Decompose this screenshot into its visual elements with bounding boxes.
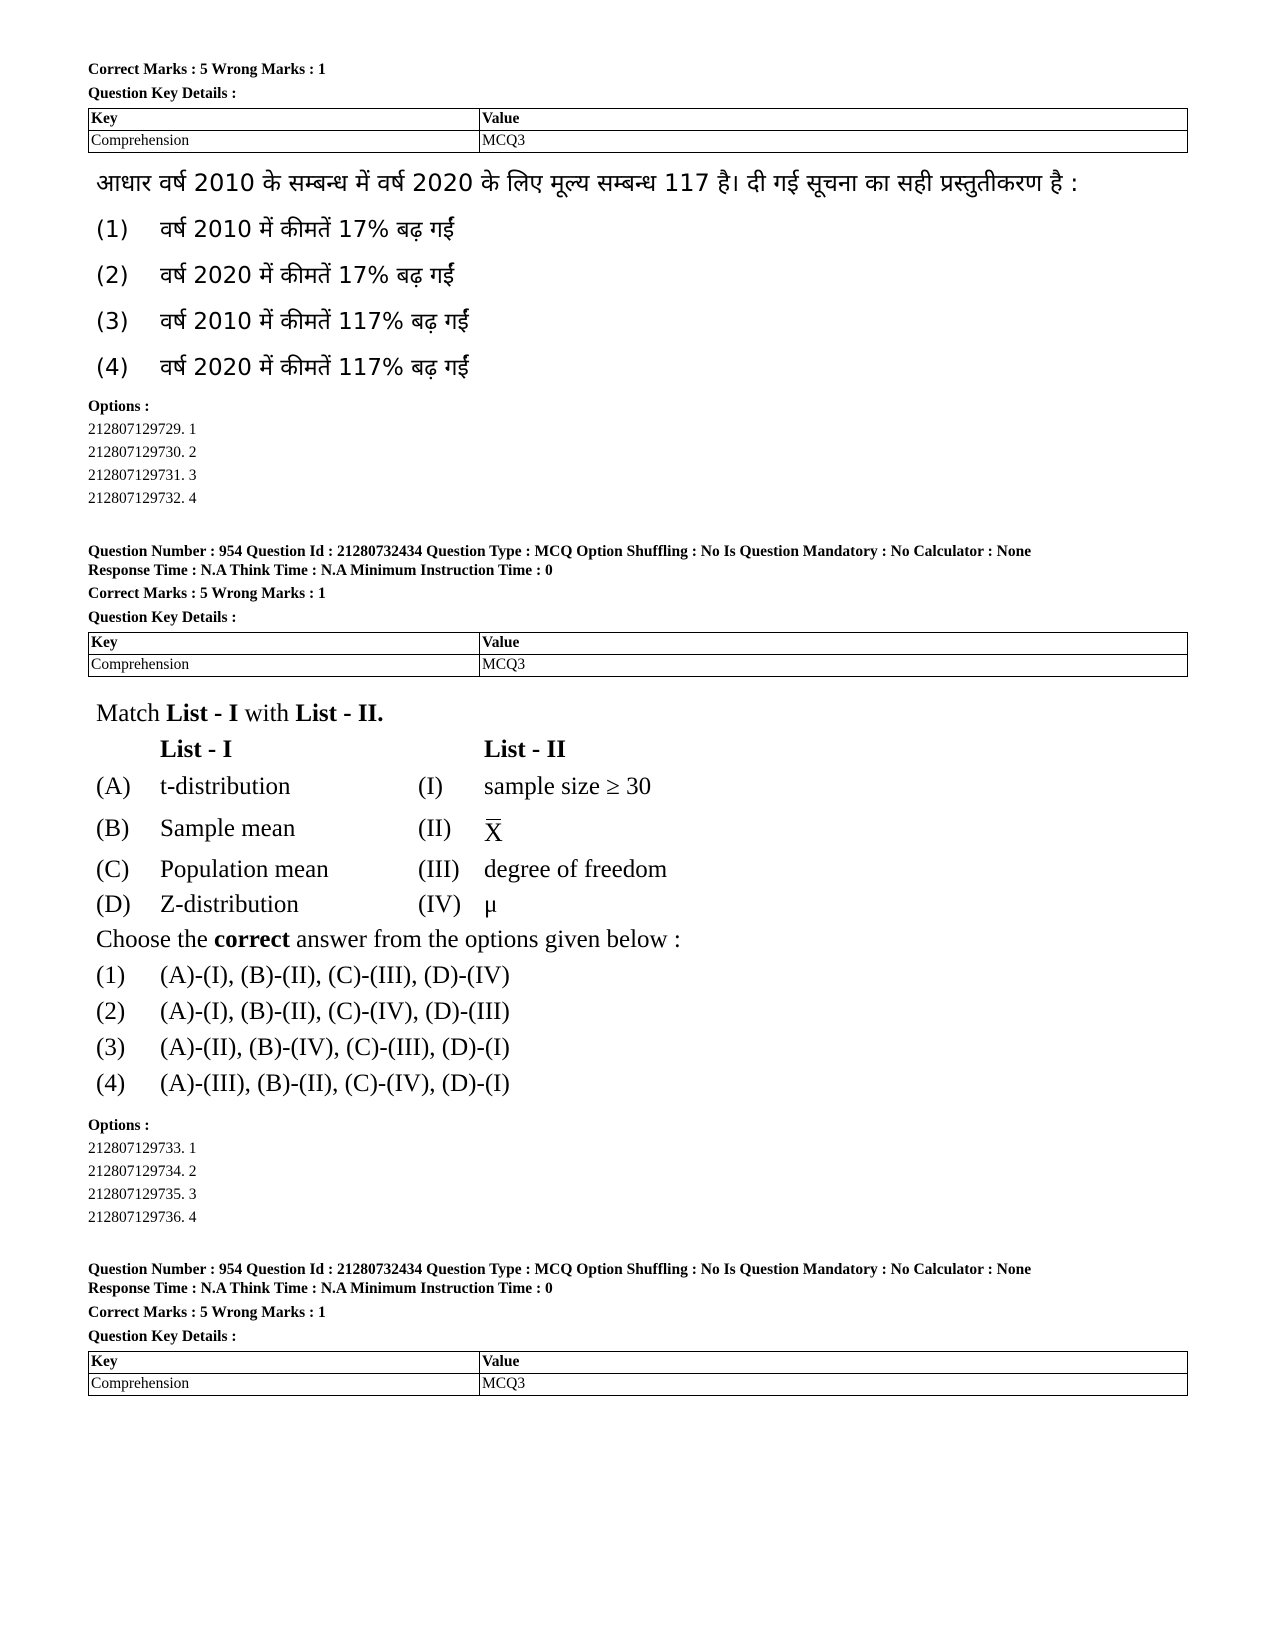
- match-row: [0, 773, 1275, 805]
- choice-number: (3): [96, 309, 129, 335]
- option-id: 212807129734. 2: [88, 1163, 197, 1180]
- question-timing-line: Response Time : N.A Think Time : N.A Minimum Instruction Time : 0: [88, 1280, 553, 1297]
- key-header: Key: [89, 1352, 480, 1374]
- match-list1: List - I: [166, 700, 239, 727]
- key-details-label: Question Key Details :: [88, 1328, 237, 1345]
- list2-label: (III): [418, 856, 460, 883]
- value-cell: MCQ3: [480, 131, 1188, 153]
- choice-text: वर्ष 2020 में कीमतें 17% बढ़ गईं: [160, 263, 455, 289]
- key-details-table: [88, 1351, 1188, 1396]
- option-id: 212807129735. 3: [88, 1186, 197, 1203]
- question-header-line: Question Number : 954 Question Id : 21280732434 Question Type : MCQ Option Shuffling : No Is Question Mandatory : No Calculator : None: [88, 543, 1032, 560]
- choice-text: (A)-(I), (B)-(II), (C)-(IV), (D)-(III): [160, 998, 510, 1025]
- option-id: 212807129729. 1: [88, 421, 197, 438]
- choice-number: (4): [96, 355, 129, 381]
- list1-label: (B): [96, 815, 130, 842]
- list1-label: (A): [96, 773, 131, 800]
- choice-number: (4): [96, 1070, 126, 1097]
- choose-suffix: answer from the options given below :: [289, 926, 681, 953]
- marks-line: Correct Marks : 5 Wrong Marks : 1: [88, 1304, 326, 1321]
- match-row: [0, 856, 1275, 888]
- key-details-label: Question Key Details :: [88, 85, 237, 102]
- marks-line: Correct Marks : 5 Wrong Marks : 1: [88, 61, 326, 78]
- option-id: 212807129731. 3: [88, 467, 197, 484]
- option-id: 212807129732. 4: [88, 490, 197, 507]
- question-timing-line: Response Time : N.A Think Time : N.A Minimum Instruction Time : 0: [88, 562, 553, 579]
- match-instruction: [96, 700, 384, 728]
- match-prefix: Match: [96, 700, 167, 727]
- list1-header: List - I: [160, 736, 233, 763]
- choice-number: (1): [96, 962, 126, 989]
- choice-number: (1): [96, 217, 129, 243]
- choice-text: वर्ष 2020 में कीमतें 117% बढ़ गईं: [160, 355, 469, 381]
- choice-row: [0, 212, 454, 244]
- list1-item: Z-distribution: [160, 891, 299, 918]
- list2-label: (II): [418, 815, 452, 842]
- list1-label: (C): [96, 856, 130, 883]
- choice-text: (A)-(III), (B)-(II), (C)-(IV), (D)-(I): [160, 1070, 510, 1097]
- value-header: Value: [480, 633, 1188, 655]
- option-id: 212807129733. 1: [88, 1140, 197, 1157]
- question-header-line: Question Number : 954 Question Id : 21280732434 Question Type : MCQ Option Shuffling : No Is Question Mandatory : No Calculator : None: [88, 1261, 1032, 1278]
- choice-row: [0, 962, 1275, 994]
- choice-number: (2): [96, 998, 126, 1025]
- options-label: Options :: [88, 1117, 150, 1134]
- key-details-table: [88, 632, 1188, 677]
- list2-item: X: [484, 818, 503, 847]
- options-label: Options :: [88, 398, 150, 415]
- list1-item: t-distribution: [160, 773, 291, 800]
- match-with: with: [238, 700, 296, 727]
- list2-item: sample size ≥ 30: [484, 773, 652, 800]
- option-id: 212807129730. 2: [88, 444, 197, 461]
- choice-row: [0, 258, 454, 290]
- list2-header: List - II: [484, 736, 566, 763]
- choice-number: (3): [96, 1034, 126, 1061]
- list1-label: (D): [96, 891, 131, 918]
- choice-number: (2): [96, 263, 129, 289]
- marks-line: Correct Marks : 5 Wrong Marks : 1: [88, 585, 326, 602]
- choose-instruction: [96, 926, 681, 954]
- list2-label: (IV): [418, 891, 462, 918]
- choice-row: [0, 304, 469, 336]
- list2-label: (I): [418, 773, 443, 800]
- choice-row: [0, 998, 1275, 1030]
- list1-item: Sample mean: [160, 815, 296, 842]
- list2-item: degree of freedom: [484, 856, 668, 883]
- value-header: Value: [480, 1352, 1188, 1374]
- key-header: Key: [89, 633, 480, 655]
- choice-row: [0, 1034, 1275, 1066]
- choice-text: वर्ष 2010 में कीमतें 17% बढ़ गईं: [160, 217, 455, 243]
- choice-row: [0, 1070, 1275, 1102]
- choice-text: वर्ष 2010 में कीमतें 117% बढ़ गईं: [160, 309, 469, 335]
- choice-text: (A)-(I), (B)-(II), (C)-(III), (D)-(IV): [160, 962, 510, 989]
- value-header: Value: [480, 109, 1188, 131]
- list1-item: Population mean: [160, 856, 329, 883]
- match-row: [0, 815, 1275, 847]
- match-list2: List - II.: [295, 700, 384, 727]
- key-cell: Comprehension: [89, 1374, 480, 1396]
- question-text: आधार वर्ष 2010 के सम्बन्ध में वर्ष 2020 के लिए मूल्य सम्बन्ध 117 है। दी गई सूचना का सही प्रस्तुतीकरण है :: [96, 169, 1079, 197]
- key-header: Key: [89, 109, 480, 131]
- list2-item: μ: [484, 891, 498, 918]
- match-row: [0, 891, 1275, 923]
- key-details-label: Question Key Details :: [88, 609, 237, 626]
- value-cell: MCQ3: [480, 655, 1188, 677]
- choice-row: [0, 350, 469, 382]
- choose-prefix: Choose the: [96, 926, 215, 953]
- key-cell: Comprehension: [89, 131, 480, 153]
- key-cell: Comprehension: [89, 655, 480, 677]
- choose-bold: correct: [214, 926, 290, 953]
- key-details-table: [88, 108, 1188, 153]
- choice-text: (A)-(II), (B)-(IV), (C)-(III), (D)-(I): [160, 1034, 510, 1061]
- value-cell: MCQ3: [480, 1374, 1188, 1396]
- option-id: 212807129736. 4: [88, 1209, 197, 1226]
